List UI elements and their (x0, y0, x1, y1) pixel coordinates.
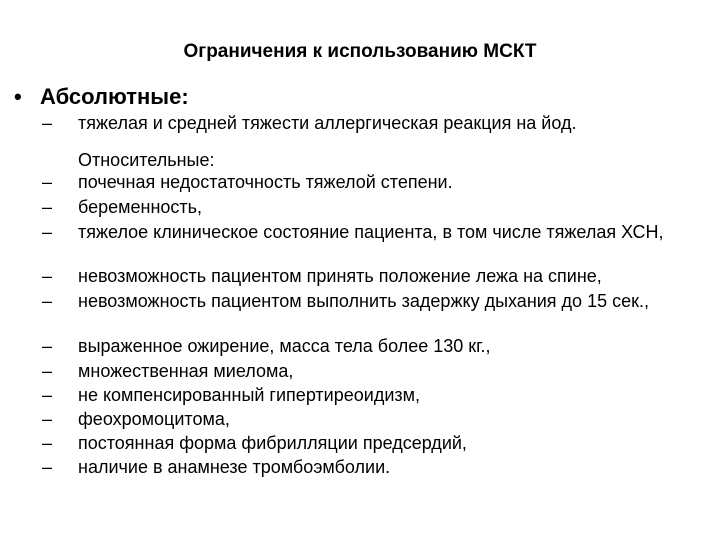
relative-item-text: множественная миелома, (78, 361, 294, 381)
absolute-heading (14, 84, 189, 110)
relative-item-text: постоянная форма фибрилляции предсердий, (78, 433, 467, 453)
absolute-heading-label: Абсолютные: (40, 84, 189, 109)
relative-item-text: наличие в анамнезе тромбоэмболии. (78, 457, 391, 477)
dash-icon: – (42, 361, 53, 381)
relative-item-text: беременность, (78, 197, 203, 217)
relative-item (42, 266, 702, 286)
relative-item (42, 385, 702, 405)
relative-item (42, 197, 702, 217)
absolute-item-text: тяжелая и средней тяжести аллергическая реакция на йод. (78, 113, 577, 133)
relative-item (42, 172, 702, 192)
relative-item-text: почечная недостаточность тяжелой степени. (78, 172, 453, 192)
relative-item-text: не компенсированный гипертиреоидизм, (78, 385, 420, 405)
dash-icon: – (42, 197, 53, 217)
relative-heading: Относительные: (78, 150, 215, 170)
relative-item-text: невозможность пациентом принять положение лежа на спине, (78, 266, 602, 286)
dash-icon: – (42, 336, 53, 356)
dash-icon: – (42, 266, 53, 286)
relative-item-text: тяжелое клиническое состояние пациента, в том числе тяжелая ХСН, (78, 222, 664, 242)
absolute-item (42, 113, 702, 133)
relative-item (42, 336, 702, 356)
bullet-icon: • (14, 84, 22, 109)
dash-icon: – (42, 222, 53, 242)
relative-item (42, 222, 702, 242)
dash-icon: – (42, 409, 53, 429)
dash-icon: – (42, 172, 53, 192)
relative-item (42, 457, 702, 477)
relative-item (42, 409, 702, 429)
relative-item (42, 291, 702, 311)
relative-item-text: феохромоцитома, (78, 409, 230, 429)
dash-icon: – (42, 113, 53, 133)
relative-item (42, 361, 702, 381)
relative-item (42, 433, 702, 453)
slide-title: Ограничения к использованию МСКТ (183, 41, 537, 62)
dash-icon: – (42, 433, 53, 453)
dash-icon: – (42, 457, 53, 477)
dash-icon: – (42, 291, 53, 311)
dash-icon: – (42, 385, 53, 405)
relative-item-text: выраженное ожирение, масса тела более 130 кг., (78, 336, 491, 356)
relative-item-text: невозможность пациентом выполнить задержку дыхания до 15 сек., (78, 291, 649, 311)
